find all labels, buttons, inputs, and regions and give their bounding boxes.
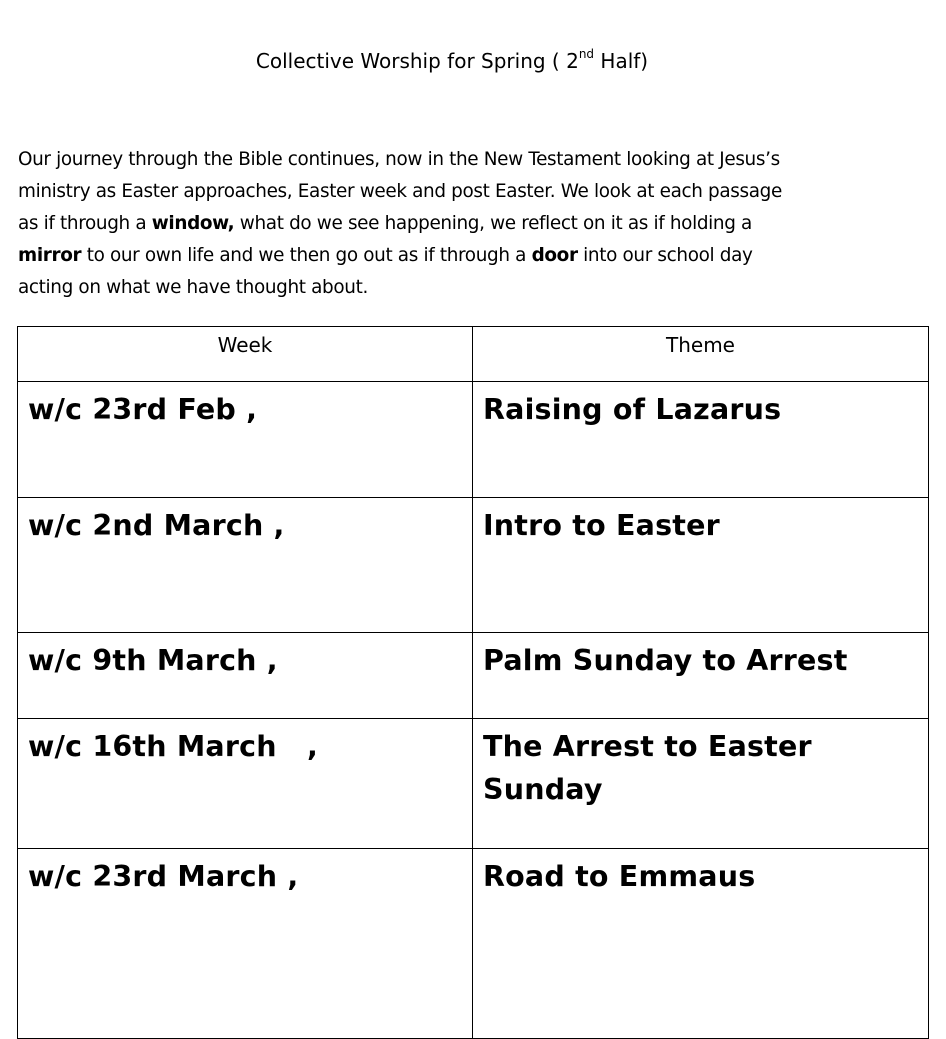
week-cell bbox=[18, 633, 473, 719]
intro-line-5: acting on what we have thought about. bbox=[18, 277, 368, 298]
theme-label: The Arrest to Easter Sunday bbox=[483, 730, 822, 806]
title-text: Collective Worship for Spring ( 2 bbox=[255, 49, 579, 73]
week-label: w/c 16th March , bbox=[28, 730, 319, 763]
table-row bbox=[18, 498, 929, 633]
table-row bbox=[18, 633, 929, 719]
week-cell bbox=[18, 498, 473, 633]
week-label: w/c 23rd Feb , bbox=[28, 393, 258, 426]
table-row bbox=[18, 849, 929, 1039]
theme-cell bbox=[473, 719, 929, 849]
week-cell bbox=[18, 382, 473, 498]
title-superscript: nd bbox=[578, 47, 595, 62]
intro-line-2: ministry as Easter approaches, Easter week and post Easter. We look at each passage bbox=[18, 181, 782, 202]
week-cell bbox=[18, 849, 473, 1039]
intro-line-3 bbox=[18, 208, 888, 240]
theme-cell bbox=[473, 498, 929, 633]
table-header-row bbox=[18, 327, 929, 382]
header-week: Week bbox=[18, 327, 473, 382]
title-text-end: Half) bbox=[594, 49, 649, 73]
theme-label: Raising of Lazarus bbox=[483, 393, 782, 426]
intro-text: what do we see happening, we reflect on it as if holding a bbox=[234, 213, 752, 234]
theme-label: Intro to Easter bbox=[483, 509, 720, 542]
week-label: w/c 9th March , bbox=[28, 644, 278, 677]
theme-cell bbox=[473, 633, 929, 719]
table-row bbox=[18, 382, 929, 498]
worship-schedule-table bbox=[17, 326, 929, 1039]
header-theme: Theme bbox=[473, 327, 929, 382]
theme-cell bbox=[473, 382, 929, 498]
page-title bbox=[0, 46, 904, 76]
theme-label: Palm Sunday to Arrest bbox=[483, 644, 848, 677]
theme-label: Road to Emmaus bbox=[483, 860, 756, 893]
week-cell bbox=[18, 719, 473, 849]
intro-text: into our school day bbox=[577, 245, 753, 266]
week-label: w/c 23rd March , bbox=[28, 860, 299, 893]
intro-line-4 bbox=[18, 240, 888, 272]
intro-paragraph bbox=[18, 144, 888, 304]
intro-line-1: Our journey through the Bible continues, now in the New Testament looking at Jesus’s bbox=[18, 149, 780, 170]
emphasis-door: door bbox=[531, 245, 578, 266]
emphasis-window: window, bbox=[151, 213, 235, 234]
week-label: w/c 2nd March , bbox=[28, 509, 285, 542]
table-row bbox=[18, 719, 929, 849]
theme-cell bbox=[473, 849, 929, 1039]
intro-text: to our own life and we then go out as if through a bbox=[81, 245, 532, 266]
intro-text: as if through a bbox=[18, 213, 152, 234]
emphasis-mirror: mirror bbox=[18, 245, 82, 266]
